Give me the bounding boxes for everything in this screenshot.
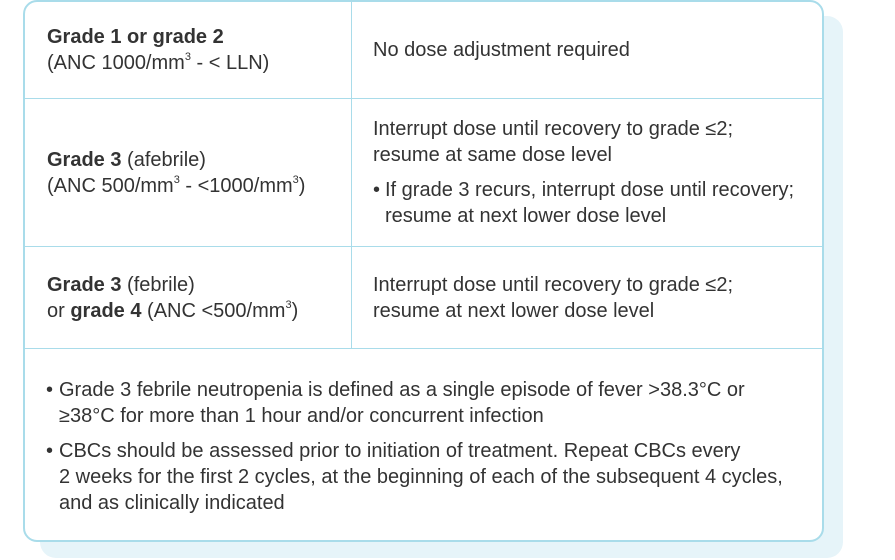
grade-cell: [25, 2, 352, 98]
footnotes: [25, 349, 822, 525]
footnote-line: Grade 3 febrile neutropenia is defined as a single episode of fever >38.3°C or: [59, 379, 745, 401]
action-line: Interrupt dose until recovery to grade ≤2;: [373, 118, 734, 140]
table-row-grade-3-afebrile: [25, 99, 822, 247]
footnote-line: ≥38°C for more than 1 hour and/or concurrent infection: [59, 405, 544, 427]
action-cell: [352, 2, 822, 98]
bullet-icon: •: [46, 440, 54, 462]
footnote-item: [46, 438, 810, 516]
bullet-icon: •: [373, 179, 381, 201]
action-line: resume at next lower dose level: [373, 299, 655, 322]
footnote-line: CBCs should be assessed prior to initiation of treatment. Repeat CBCs every: [59, 440, 741, 462]
bullet-text-line: resume at next lower dose level: [385, 205, 667, 227]
grade-cell: [25, 99, 352, 246]
anc-range: (ANC $500/mm^3 - <1000/mm^3$): [47, 173, 306, 197]
action-line: Interrupt dose until recovery to grade ≤2;: [373, 273, 734, 296]
footnote-item: [46, 377, 810, 429]
action-line: resume at same dose level: [373, 144, 613, 166]
dose-modification-table: [23, 0, 824, 542]
action-cell: [352, 247, 822, 348]
bullet-icon: •: [46, 379, 54, 401]
grade-subtitle: or grade 4 $(ANC <500/mm^3)$: [47, 298, 299, 322]
footnote-line: and as clinically indicated: [59, 492, 285, 514]
anc-range: (ANC $1000/mm^3$ - < LLN): [47, 51, 270, 74]
grade-title: Grade 3 (afebrile): [47, 148, 206, 171]
grade-cell: [25, 247, 352, 348]
bullet-text-line: If grade 3 recurs, interrupt dose until recovery;: [385, 179, 795, 201]
action-text: No dose adjustment required: [373, 39, 630, 61]
recurrence-bullet: [373, 177, 812, 229]
grade-title: Grade 3 (febrile): [47, 273, 195, 296]
action-cell: [352, 99, 822, 246]
grade-title: Grade 1 or grade 2: [47, 26, 224, 48]
table-row-grade-1-2: [25, 2, 822, 99]
table-row-grade-3-febrile-or-4: [25, 247, 822, 349]
footnote-line: 2 weeks for the first 2 cycles, at the beginning of each of the subsequent 4 cycles,: [59, 466, 783, 488]
